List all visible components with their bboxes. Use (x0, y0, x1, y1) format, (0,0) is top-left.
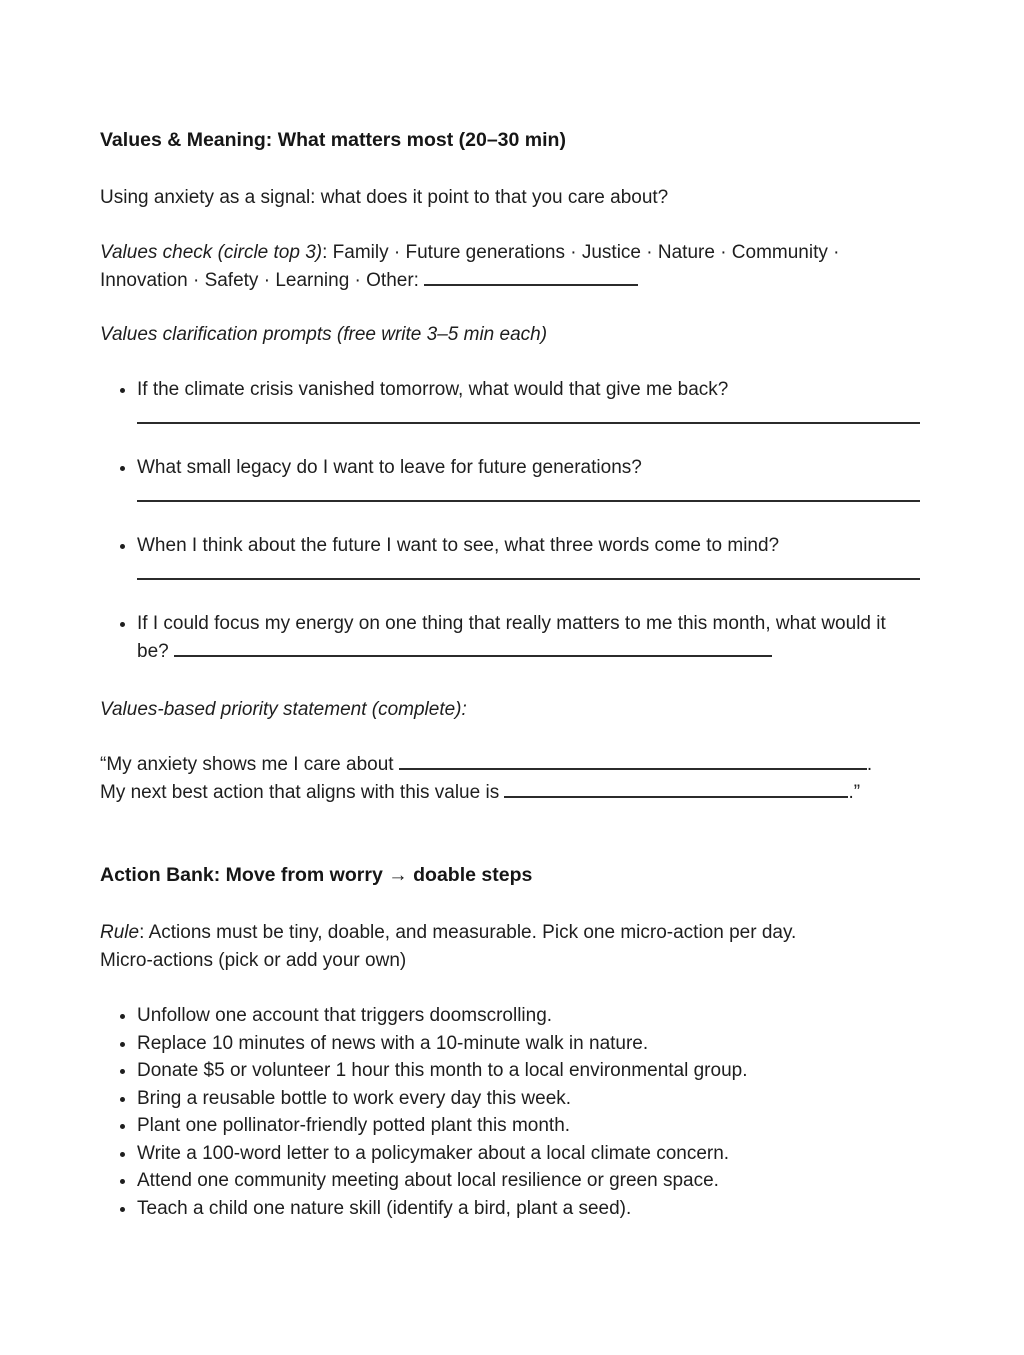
list-item: • Donate $5 or volunteer 1 hour this month to a local environmental group. (137, 1057, 920, 1085)
micro-actions-subtext: Micro-actions (pick or add your own) (100, 950, 407, 971)
values-check-items: : Family · Future generations · Justice · Nature · Community · Innovation · Safety · Learning · Other: (100, 242, 840, 291)
prompts-list (100, 376, 920, 666)
list-item: • Unfollow one account that triggers doomscrolling. (137, 1002, 920, 1030)
fill-in-blank-line (137, 482, 920, 502)
list-item (137, 610, 920, 666)
priority-line1-prefix: “My anxiety shows me I care about (100, 754, 399, 775)
fill-in-blank-inline (174, 642, 772, 657)
fill-in-blank-inline (399, 755, 867, 770)
list-item (137, 532, 920, 580)
fill-in-blank-line (137, 404, 920, 424)
fill-in-blank-line (137, 560, 920, 580)
list-item: • Replace 10 minutes of news with a 10-minute walk in nature. (137, 1030, 920, 1058)
list-item: • Write a 100-word letter to a policymaker about a local climate concern. (137, 1140, 920, 1168)
list-item (137, 454, 920, 502)
micro-actions-list (100, 1002, 920, 1222)
list-item: • Attend one community meeting about local resilience or green space. (137, 1167, 920, 1195)
intro-paragraph: Using anxiety as a signal: what does it point to that you care about? (100, 187, 669, 208)
values-check-label: Values check (circle top 3) (100, 242, 323, 263)
list-item: • Plant one pollinator-friendly potted plant this month. (137, 1112, 920, 1140)
priority-line2-prefix: My next best action that aligns with this value is (100, 782, 505, 803)
priority-line1-suffix: . (866, 754, 873, 775)
list-item: • Bring a reusable bottle to work every day this week. (137, 1085, 920, 1113)
prompt-text: When I think about the future I want to see, what three words come to mind? (137, 535, 780, 556)
prompt-text: If I could focus my energy on one thing that really matters to me this month, what would it be? (137, 613, 886, 662)
priority-line2-suffix: .” (848, 782, 861, 803)
prompt-text: What small legacy do I want to leave for future generations? (137, 457, 642, 478)
prompt-text: If the climate crisis vanished tomorrow, what would that give me back? (137, 379, 729, 400)
section-heading-action-bank: Action Bank: Move from worry → doable steps (100, 864, 533, 886)
fill-in-blank-inline (504, 783, 848, 798)
rule-label: Rule (100, 922, 140, 943)
values-check-paragraph (100, 239, 920, 295)
prompts-label: Values clarification prompts (free write 3–5 min each) (100, 324, 548, 345)
fill-in-blank-other (424, 271, 638, 286)
priority-statement (100, 751, 920, 807)
list-item: • Teach a child one nature skill (identify a bird, plant a seed). (137, 1195, 920, 1223)
list-item (137, 376, 920, 424)
priority-statement-label: Values-based priority statement (complete): (100, 699, 467, 720)
section-heading-values-meaning: Values & Meaning: What matters most (20–30 min) (100, 129, 566, 151)
rule-text: : Actions must be tiny, doable, and measurable. Pick one micro-action per day. (139, 922, 797, 943)
rule-paragraph (100, 919, 920, 975)
